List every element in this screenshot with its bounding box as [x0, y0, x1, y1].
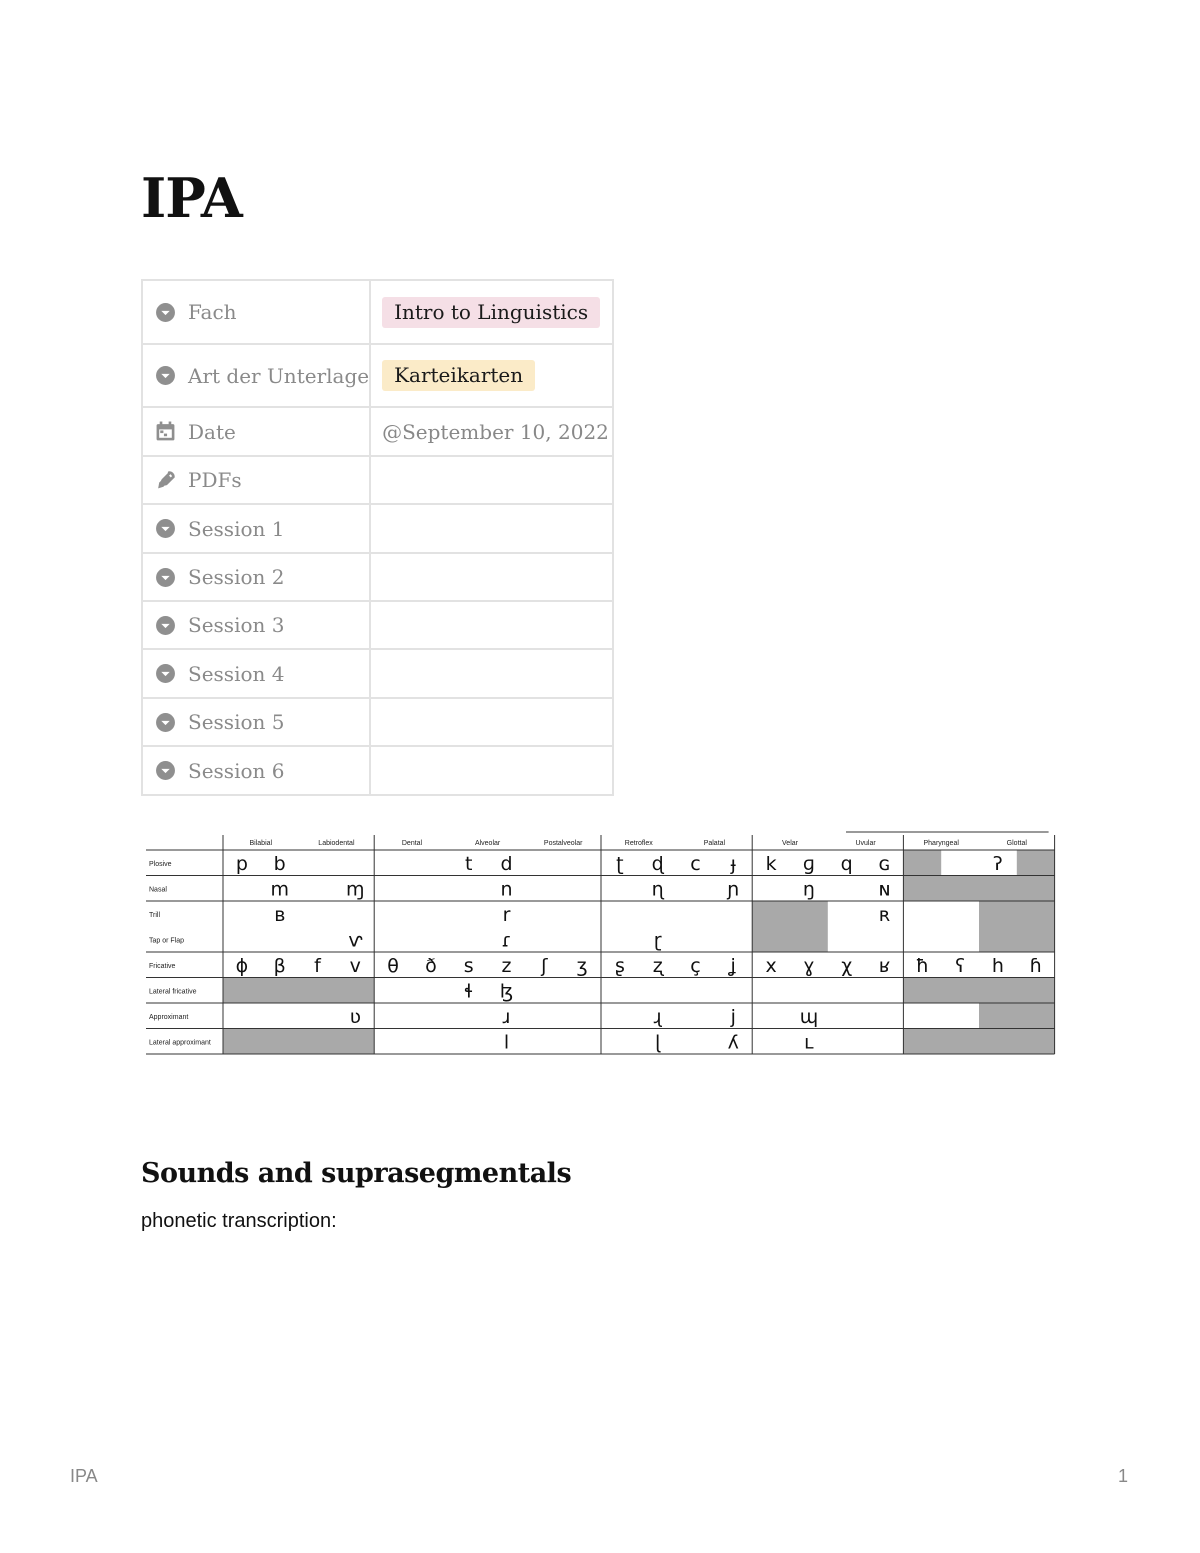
ipa-symbol: ʒ: [576, 954, 588, 977]
shaded-cell: [903, 876, 1054, 902]
ipa-symbol: ʋ: [349, 1005, 361, 1028]
row-label: Plosive: [149, 860, 172, 868]
ipa-symbol: ɾ: [501, 929, 512, 952]
property-row: [142, 698, 613, 746]
shaded-cell: [979, 927, 1055, 953]
shaded-cell: [223, 978, 374, 1004]
select-icon: [155, 365, 176, 386]
session-value[interactable]: [370, 698, 613, 746]
ipa-symbol: ħ: [915, 954, 929, 977]
session-value[interactable]: [370, 601, 613, 649]
property-row: [142, 553, 613, 601]
row-label: Tap or Flap: [149, 937, 185, 945]
select-icon: [155, 615, 176, 636]
ipa-symbol: ɹ: [502, 1005, 511, 1028]
row-label: Approximant: [149, 1013, 189, 1021]
ipa-symbol: θ: [387, 954, 399, 977]
property-row: [142, 280, 613, 344]
properties-table: [141, 279, 614, 796]
ipa-symbol: t: [464, 852, 473, 875]
document-type-tag[interactable]: Karteikarten: [382, 360, 535, 391]
ipa-symbol: ʈ: [616, 852, 624, 875]
column-header: Labiodental: [318, 840, 355, 847]
ipa-symbol: d: [500, 852, 513, 875]
shaded-cell: [752, 927, 828, 953]
property-label: Session 4: [188, 661, 285, 686]
column-header: Pharyngeal: [923, 840, 959, 847]
ipa-symbol: l: [503, 1031, 510, 1054]
shaded-cell: [979, 1003, 1055, 1029]
ipa-symbol: ɻ: [653, 1005, 662, 1028]
ipa-symbol: ʔ: [993, 852, 1003, 875]
ipa-symbol: ɰ: [799, 1005, 819, 1028]
ipa-symbol: ⱱ: [348, 929, 363, 952]
subject-tag[interactable]: Intro to Linguistics: [382, 297, 600, 328]
ipa-symbol: ɣ: [803, 954, 815, 977]
shaded-cell: [903, 850, 941, 876]
row-label: Lateral approximant: [149, 1039, 211, 1047]
property-row: [142, 504, 613, 553]
ipa-symbol: j: [730, 1005, 736, 1028]
ipa-symbol: ʎ: [727, 1031, 739, 1054]
ipa-symbol: ɖ: [651, 852, 664, 875]
ipa-symbol: ʃ: [541, 954, 548, 977]
row-label: Trill: [149, 911, 161, 919]
ipa-symbol: β: [273, 954, 286, 977]
select-icon: [155, 663, 176, 684]
column-header: Uvular: [855, 840, 876, 847]
ipa-symbol: ʁ: [878, 954, 891, 977]
shaded-cell: [903, 978, 1054, 1004]
ipa-symbol: ɬ: [464, 980, 474, 1003]
ipa-symbol: r: [502, 903, 511, 926]
ipa-symbol: ʐ: [652, 954, 663, 977]
property-label: Art der Unterlage: [188, 363, 370, 388]
column-header: Dental: [401, 840, 423, 847]
ipa-symbol: s: [463, 954, 474, 977]
ipa-symbol: p: [235, 852, 248, 875]
pdfs-value[interactable]: [370, 456, 613, 504]
page-title: IPA: [141, 166, 242, 230]
column-header: Postalveolar: [543, 840, 583, 847]
property-label: Session 2: [188, 565, 285, 589]
page-number: 1: [1117, 1466, 1128, 1486]
ipa-symbol: ɦ: [1029, 954, 1042, 977]
ipa-symbol: v: [349, 954, 361, 977]
ipa-symbol: ɟ: [730, 852, 736, 875]
ipa-symbol: ʀ: [878, 903, 891, 926]
ipa-symbol: ŋ: [802, 878, 815, 901]
section-heading: Sounds and suprasegmentals: [141, 1158, 572, 1189]
session-value[interactable]: [370, 504, 613, 553]
property-label: Fach: [188, 300, 237, 324]
ipa-symbol: ɸ: [235, 954, 249, 977]
row-label: Nasal: [149, 886, 167, 894]
property-label: Date: [188, 419, 236, 444]
row-label: Fricative: [149, 962, 176, 970]
ipa-symbol: ʕ: [955, 954, 965, 977]
ipa-symbol: ð: [425, 954, 437, 977]
ipa-symbol: q: [840, 852, 853, 875]
property-row: [142, 649, 613, 698]
ipa-symbol: h: [991, 954, 1004, 977]
column-header: Bilabial: [249, 840, 273, 847]
ipa-symbol: ɡ: [802, 852, 815, 875]
ipa-symbol: ɢ: [878, 852, 891, 875]
ipa-symbol: b: [273, 852, 286, 875]
calendar-icon: [155, 421, 176, 442]
ipa-symbol: c: [690, 852, 701, 875]
column-header: Velar: [782, 840, 798, 847]
shaded-cell: [1017, 850, 1055, 876]
shaded-cell: [223, 1029, 374, 1055]
column-header: Palatal: [703, 840, 726, 847]
select-icon: [155, 712, 176, 733]
property-row: [142, 601, 613, 649]
attachment-icon: [155, 470, 176, 491]
property-label: Session 1: [188, 516, 285, 541]
ipa-symbol: ɲ: [727, 878, 740, 901]
section-text: phonetic transcription:: [141, 1210, 337, 1232]
row-label: Lateral fricative: [149, 988, 197, 996]
ipa-symbol: ʙ: [274, 903, 286, 926]
session-value[interactable]: [370, 649, 613, 698]
select-icon: [155, 567, 176, 588]
select-icon: [155, 518, 176, 539]
property-row: [142, 746, 613, 795]
ipa-symbol: k: [765, 852, 777, 875]
footer-title: IPA: [70, 1466, 98, 1486]
ipa-symbol: f: [314, 954, 321, 977]
property-label: Session 3: [188, 613, 285, 637]
ipa-symbol: n: [500, 878, 513, 901]
ipa-symbol: ʟ: [804, 1031, 814, 1054]
column-header: Alveolar: [474, 840, 501, 847]
shaded-cell: [752, 901, 828, 927]
ipa-symbol: ʝ: [730, 954, 737, 977]
property-row: [142, 344, 613, 407]
ipa-symbol: m: [270, 878, 289, 901]
select-icon: [155, 302, 176, 323]
ipa-symbol: ɱ: [346, 878, 365, 901]
ipa-symbol: ɮ: [499, 980, 514, 1003]
property-label: PDFs: [188, 468, 242, 492]
session-value[interactable]: [370, 553, 613, 601]
ipa-symbol: ɽ: [653, 929, 662, 952]
ipa-consonant-chart: [146, 830, 1058, 1058]
date-value[interactable]: @September 10, 2022: [382, 419, 609, 444]
ipa-symbol: ɳ: [651, 878, 664, 901]
ipa-symbol: ç: [690, 954, 701, 977]
session-value[interactable]: [370, 746, 613, 795]
ipa-symbol: χ: [841, 954, 853, 977]
column-header: Glottal: [1006, 840, 1027, 847]
ipa-symbol: ɭ: [655, 1031, 661, 1054]
property-label: Session 6: [188, 758, 285, 783]
column-header: Retroflex: [624, 840, 653, 847]
shaded-cell: [979, 901, 1055, 927]
ipa-symbol: z: [501, 954, 512, 977]
property-row: [142, 456, 613, 504]
select-icon: [155, 760, 176, 781]
ipa-symbol: ʂ: [614, 954, 625, 977]
property-row: [142, 407, 613, 456]
ipa-symbol: ɴ: [878, 878, 891, 901]
shaded-cell: [903, 1029, 1054, 1055]
property-label: Session 5: [188, 710, 285, 734]
ipa-symbol: x: [765, 954, 777, 977]
